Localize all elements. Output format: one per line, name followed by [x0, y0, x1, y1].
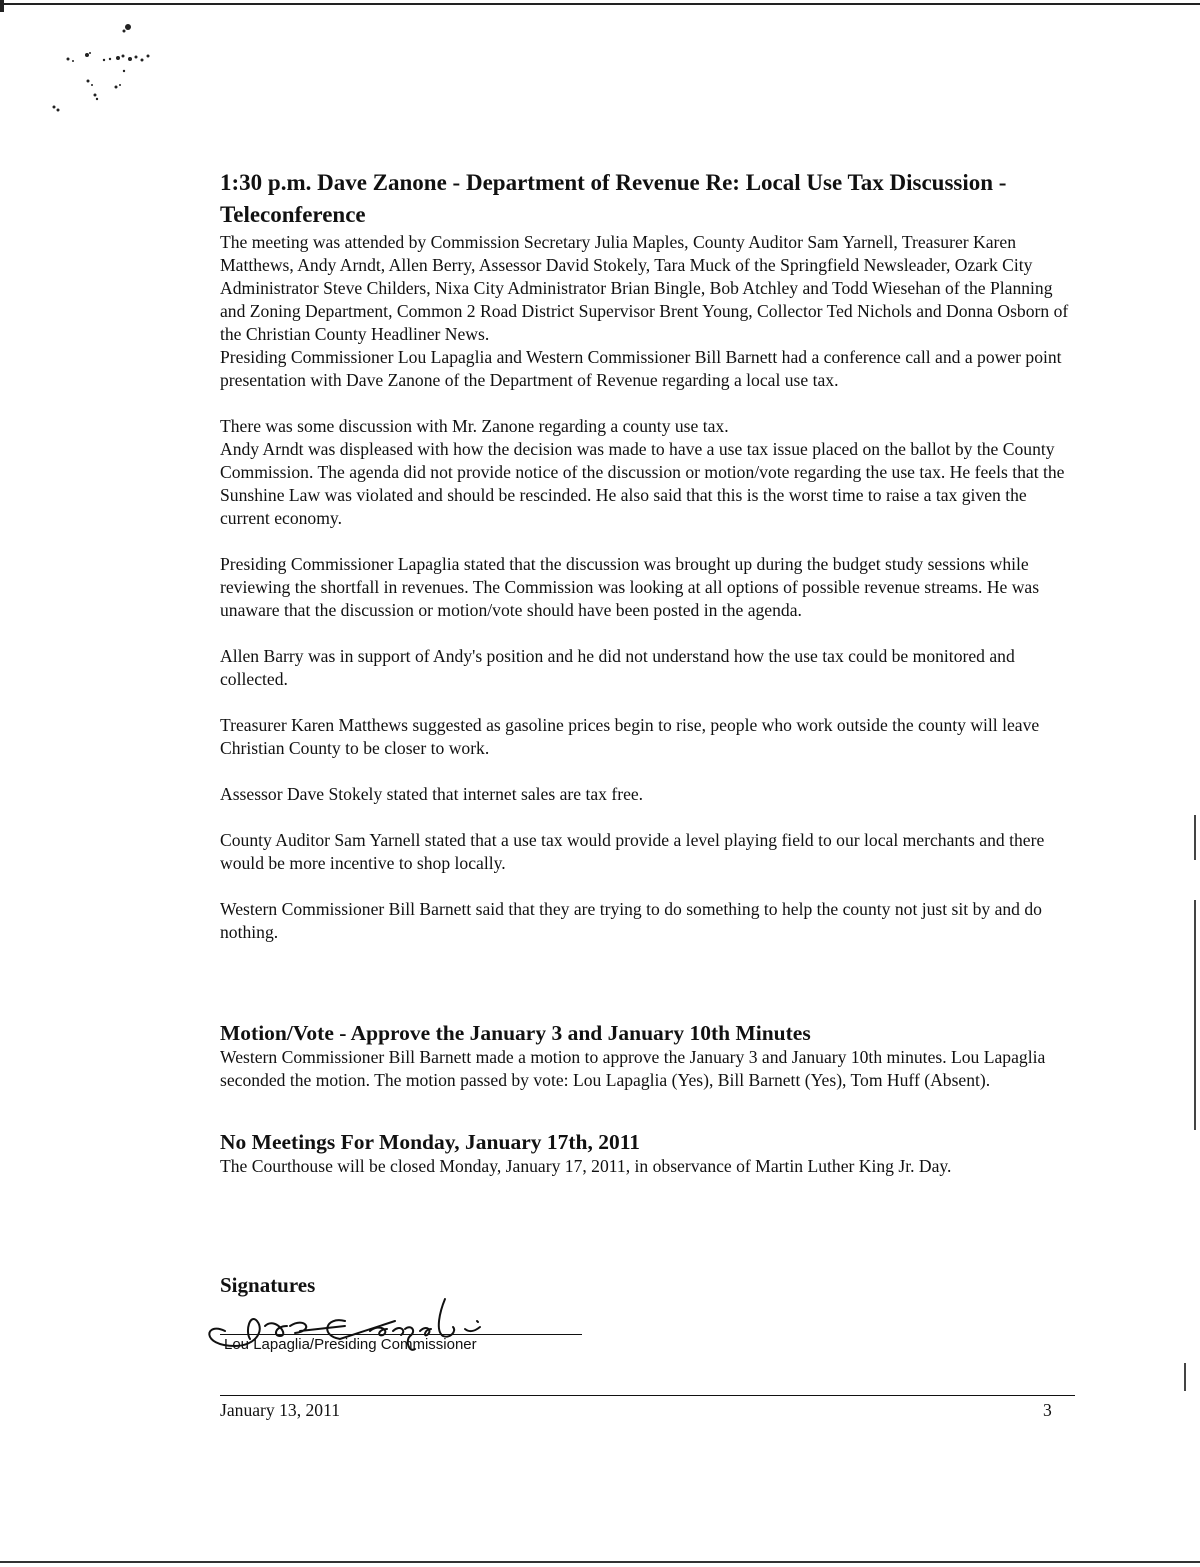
footer-date: January 13, 2011 [220, 1400, 341, 1420]
matthews-paragraph: Treasurer Karen Matthews suggested as gasoline prices begin to rise, people who work outside the county will leave Christian County to be closer to work. [220, 715, 1040, 758]
scan-edge-mark [1194, 815, 1196, 860]
signatures-label: Signatures [220, 1273, 316, 1297]
conference-call-paragraph: Presiding Commissioner Lou Lapaglia and Western Commissioner Bill Barnett had a conference call and a power point presentation with Dave Zanone of the Department of Revenue regarding a local use tax. [220, 347, 1062, 390]
attendance-paragraph: The meeting was attended by Commission Secretary Julia Maples, County Auditor Sam Yarnell, Treasurer Karen Matthews, Andy Arndt, Allen Berry, Assessor David Stokely, Tara Muck of the Springfield Newsleader, Ozark City Administrator Steve Childers, Nixa City Administrator Brian Bingle, Bob Atchley and Todd Wiesehan of the Planning and Zoning Department, Common 2 Road District Supervisor Brent Young, Collector Ted Nichols and Donna Osborn of the Christian County Headliner News. [220, 232, 1069, 344]
no-meetings-text: The Courthouse will be closed Monday, January 17, 2011, in observance of Martin Luther King Jr. Day. [220, 1156, 952, 1176]
scan-speckles [40, 15, 180, 125]
barry-paragraph: Allen Barry was in support of Andy's position and he did not understand how the use tax could be monitored and collected. [220, 646, 1015, 689]
top-border-line [0, 3, 1200, 5]
no-meetings-title: No Meetings For Monday, January 17th, 2011 [220, 1130, 641, 1154]
motion-text: Western Commissioner Bill Barnett made a motion to approve the January 3 and January 10th minutes. Lou Lapaglia seconded the motion. The motion passed by vote: Lou Lapaglia (Yes), Bill Barnett (Yes), Tom Huff (Absent). [220, 1047, 1046, 1090]
bottom-border-line [0, 1561, 1200, 1563]
lapaglia-paragraph: Presiding Commissioner Lapaglia stated that the discussion was brought up during the budget study sessions while reviewing the shortfall in revenues. The Commission was looking at all options of possible revenue streams. He was unaware that the discussion or motion/vote should have been posted in the agenda. [220, 554, 1040, 620]
page-number: 3 [1043, 1400, 1052, 1420]
agenda-item-title: 1:30 p.m. Dave Zanone - Department of Revenue Re: Local Use Tax Discussion - Teleconference [220, 170, 1007, 227]
scan-edge-mark [1194, 900, 1196, 1130]
barnett-paragraph: Western Commissioner Bill Barnett said that they are trying to do something to help the county not just sit by and do nothing. [220, 899, 1042, 942]
stokely-paragraph: Assessor Dave Stokely stated that internet sales are tax free. [220, 784, 644, 804]
motion-title: Motion/Vote - Approve the January 3 and January 10th Minutes [220, 1021, 811, 1045]
document-body [220, 167, 1080, 1178]
discussion-paragraph: There was some discussion with Mr. Zanone regarding a county use tax. [220, 416, 729, 436]
signature-block [220, 1273, 600, 1368]
signer-name: Lou Lapaglia/Presiding Commissioner [224, 1336, 477, 1353]
scan-edge-mark [1184, 1363, 1186, 1391]
footer-rule [220, 1395, 1075, 1396]
arndt-paragraph: Andy Arndt was displeased with how the decision was made to have a use tax issue placed on the ballot by the County Commission. The agenda did not provide notice of the discussion or motion/vote regarding the use tax. He feels that the Sunshine Law was violated and should be rescinded. He also said that this is the worst time to raise a tax given the current economy. [220, 439, 1065, 528]
corner-mark [0, 0, 4, 12]
yarnell-paragraph: County Auditor Sam Yarnell stated that a use tax would provide a level playing field to our local merchants and there would be more incentive to shop locally. [220, 830, 1045, 873]
